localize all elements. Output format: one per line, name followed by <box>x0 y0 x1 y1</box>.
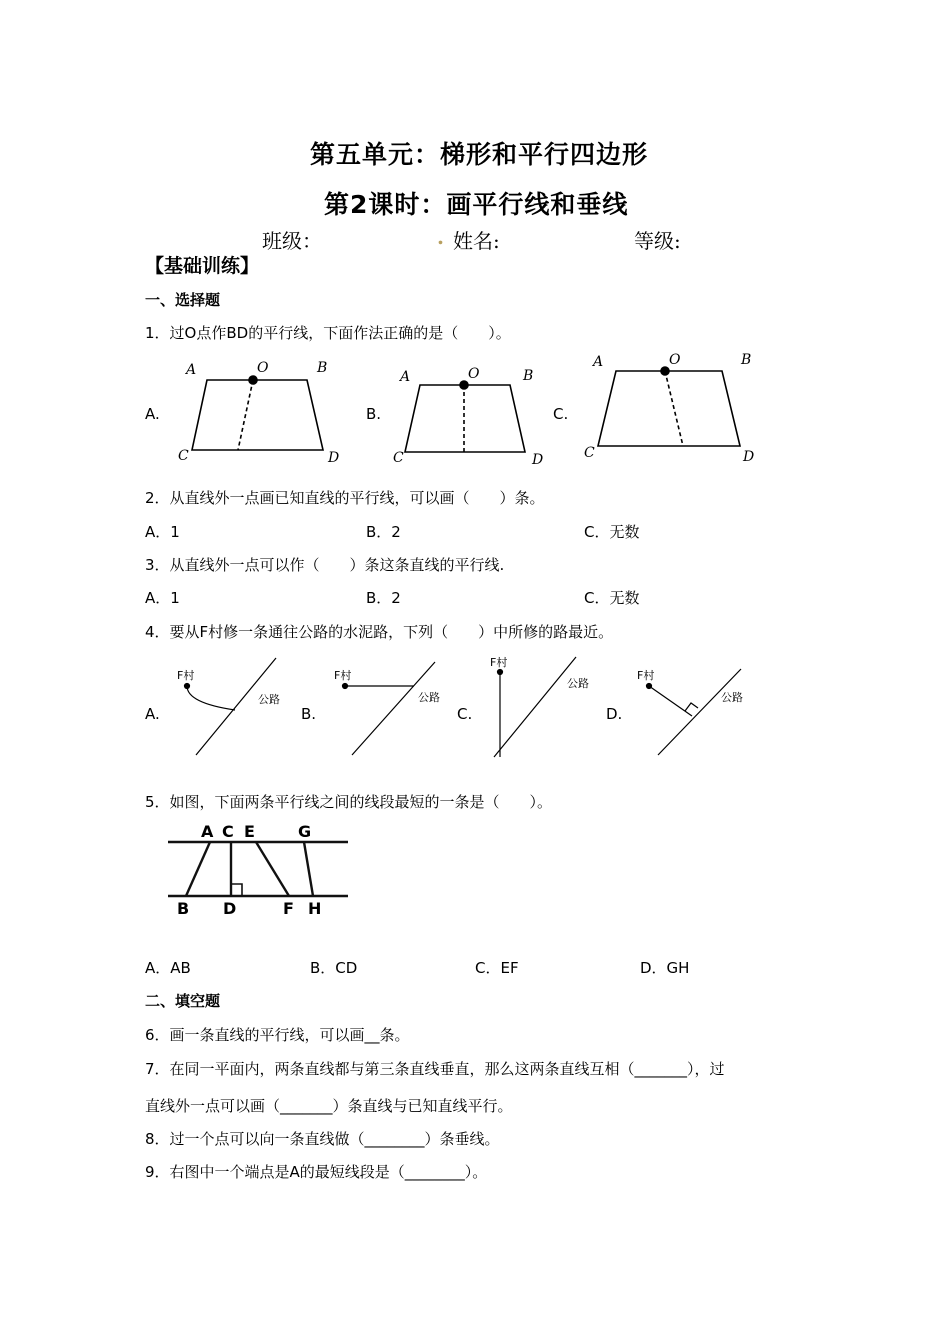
q1b-label-c: C <box>393 450 404 466</box>
lesson-subtitle: 第2课时：画平行线和垂线 <box>324 190 629 219</box>
q5-label-f: F <box>283 899 294 918</box>
section-heading: 【基础训练】 <box>145 255 260 277</box>
q4a-road-label: 公路 <box>258 693 280 706</box>
question-8: 8．过一个点可以向一条直线做（________）条垂线。 <box>145 1130 500 1148</box>
q1b-label-b: B <box>523 368 534 384</box>
q1-option-b: B. <box>366 405 382 423</box>
q5-label-a: A <box>201 822 214 841</box>
part-heading-fill: 二、填空题 <box>145 992 221 1010</box>
question-6: 6．画一条直线的平行线，可以画__条。 <box>145 1026 410 1044</box>
q1c-label-c: C <box>584 445 595 461</box>
question-7-line-2: 直线外一点可以画（_______）条直线与已知直线平行。 <box>145 1097 513 1115</box>
q5-label-b: B <box>177 899 190 918</box>
q1a-label-d: D <box>328 450 340 466</box>
q2-option-a: A．1 <box>145 523 180 541</box>
q2-option-b: B．2 <box>366 523 401 541</box>
q1-option-c: C. <box>553 405 569 423</box>
q4a-village-label: F村 <box>177 669 195 682</box>
q4-option-c: C. <box>457 705 473 723</box>
question-2: 2．从直线外一点画已知直线的平行线，可以画（ ）条。 <box>145 489 545 507</box>
q4-option-d: D. <box>606 705 623 723</box>
question-5: 5．如图，下面两条平行线之间的线段最短的一条是（ ）。 <box>145 793 553 811</box>
q1a-label-c: C <box>178 448 189 464</box>
page-title: 第五单元：梯形和平行四边形 <box>310 140 649 169</box>
q5-label-g: G <box>298 822 312 841</box>
question-4: 4．要从F村修一条通往公路的水泥路，下列（ ）中所修的路最近。 <box>145 623 614 641</box>
q4d-road-label: 公路 <box>721 691 743 704</box>
q5-option-b: B．CD <box>310 959 358 977</box>
q1c-label-b: B <box>741 352 752 368</box>
class-label: 班级： <box>262 229 322 253</box>
q5-option-d: D．GH <box>640 959 690 977</box>
q3-option-a: A．1 <box>145 589 180 607</box>
name-label: 姓名: <box>453 229 500 253</box>
q4-option-b: B. <box>301 705 317 723</box>
q5-label-c: C <box>222 822 234 841</box>
q5-label-d: D <box>223 899 237 918</box>
q1b-label-o: O <box>468 366 480 382</box>
question-3: 3．从直线外一点可以作（ ）条这条直线的平行线. <box>145 556 505 574</box>
q1b-label-d: D <box>532 452 544 468</box>
question-9: 9．右图中一个端点是A的最短线段是（________）。 <box>145 1163 488 1181</box>
q5-label-e: E <box>244 822 255 841</box>
header-dot: . <box>437 225 444 249</box>
q4-option-a: A. <box>145 705 160 723</box>
question-1: 1．过O点作BD的平行线，下面作法正确的是（ ）。 <box>145 324 511 342</box>
question-7-line-1: 7．在同一平面内，两条直线都与第三条直线垂直，那么这两条直线互相（_______），过 <box>145 1060 725 1078</box>
q1-option-a: A. <box>145 405 160 423</box>
q4c-village-label: F村 <box>490 656 508 669</box>
q1a-label-b: B <box>317 360 328 376</box>
q4b-village-label: F村 <box>334 669 352 682</box>
q4d-village-label: F村 <box>637 669 655 682</box>
q1c-label-o: O <box>669 352 681 368</box>
q5-option-a: A．AB <box>145 959 191 977</box>
q1b-label-a: A <box>400 369 411 385</box>
q4c-road-label: 公路 <box>567 677 589 690</box>
q1a-label-o: O <box>257 360 269 376</box>
q1c-label-d: D <box>743 449 755 465</box>
q5-label-h: H <box>308 899 322 918</box>
grade-label: 等级: <box>634 229 681 253</box>
q3-option-c: C．无数 <box>584 589 640 607</box>
q1a-label-a: A <box>186 362 197 378</box>
q4b-road-label: 公路 <box>418 691 440 704</box>
q5-option-c: C．EF <box>475 959 519 977</box>
q3-option-b: B．2 <box>366 589 401 607</box>
part-heading-choice: 一、选择题 <box>145 291 221 309</box>
q1c-label-a: A <box>593 354 604 370</box>
q2-option-c: C．无数 <box>584 523 640 541</box>
